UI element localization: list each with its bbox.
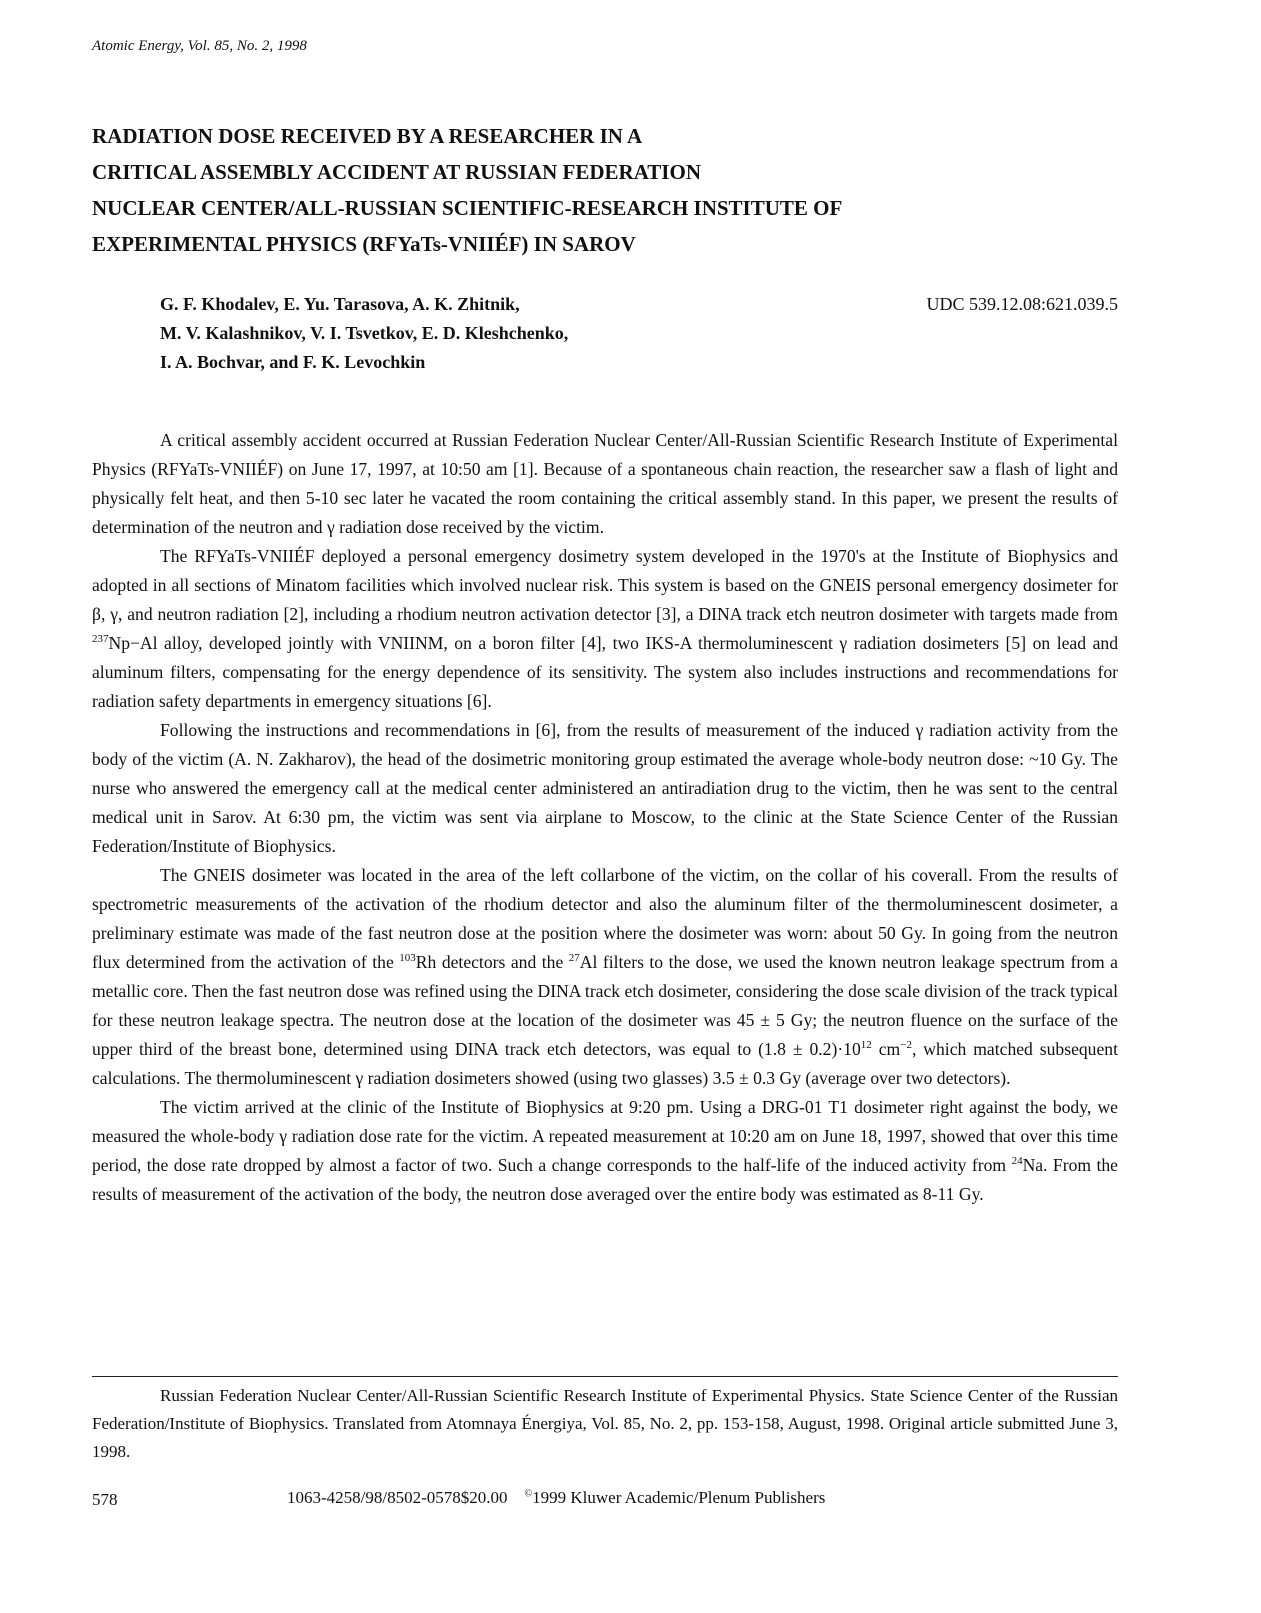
- author-line: G. F. Khodalev, E. Yu. Tarasova, A. K. Zhitnik,: [160, 294, 520, 314]
- text-run: The GNEIS dosimeter was located in the area of the left collarbone of the victim, on the collar of his coverall. From the results of spectrometric measurements of the activation of the rhodium detector and also the aluminum filter of the thermoluminescent dosimeter, a preliminary estimate was made of the fast neutron dose at the position where the dosimeter was worn: about 50 Gy. In going from the neutron flux determined from the activation of the: [92, 865, 1118, 972]
- running-head: Atomic Energy, Vol. 85, No. 2, 1998: [92, 38, 307, 54]
- superscript: 237: [92, 633, 109, 646]
- text-run: Na. From the results of measurement of the activation of the body, the neutron dose averaged over the entire body was estimated as 8-11 Gy.: [92, 1155, 1118, 1204]
- text-run: Np−Al alloy, developed jointly with VNIINM, on a boron filter [4], two IKS-A thermoluminescent γ radiation dosimeters [5] on lead and aluminum filters, compensating for the energy dependence of its sensitivity. The system also includes instructions and recommendations for radiation safety departments in emergency situations [6].: [92, 633, 1118, 711]
- copyright-symbol: ©: [524, 1488, 533, 1500]
- title-line: NUCLEAR CENTER/ALL-RUSSIAN SCIENTIFIC-RESEARCH INSTITUTE OF: [92, 196, 843, 220]
- text-run: cm: [871, 1039, 901, 1059]
- paragraph-5: [92, 1093, 1118, 1209]
- paragraph-3: Following the instructions and recommendations in [6], from the results of measurement of the induced γ radiation activity from the body of the victim (A. N. Zakharov), the head of the dosimetric monitoring group estimated the average whole-body neutron dose: ~10 Gy. The nurse who answered the emergency call at the medical center administered an antiradiation drug to the victim, then he was sent to the central medical unit in Sarov. At 6:30 pm, the victim was sent via airplane to Moscow, to the clinic at the State Science Center of the Russian Federation/Institute of Biophysics.: [92, 720, 1118, 856]
- udc-code: UDC 539.12.08:621.039.5: [926, 294, 1118, 314]
- footnote: [92, 1382, 1118, 1466]
- author-list: [160, 290, 568, 377]
- price-code: 1063-4258/98/8502-0578$20.00: [287, 1488, 508, 1507]
- text-run: , which matched subsequent calculations. The thermoluminescent γ radiation dosimeters showed (using two glasses) 3.5 ± 0.3 Gy (average over two detectors).: [92, 1039, 1118, 1088]
- author-line: M. V. Kalashnikov, V. I. Tsvetkov, E. D. Kleshchenko,: [160, 323, 569, 343]
- footnote-text: Russian Federation Nuclear Center/All-Russian Scientific Research Institute of Experimental Physics. State Science Center of the Russian Federation/Institute of Biophysics. Translated from Atomnaya Énergiya, Vol. 85, No. 2, pp. 153-158, August, 1998. Original article submitted June 3, 1998.: [92, 1386, 1118, 1461]
- title-line: EXPERIMENTAL PHYSICS (RFYaTs-VNIIÉF) IN SAROV: [92, 232, 636, 256]
- text-run: Al filters to the dose, we used the known neutron leakage spectrum from a metallic core. Then the fast neutron dose was refined using the DINA track etch dosimeter, considering the dose scale division of the track typical for these neutron leakage spectra. The neutron dose at the location of the dosimeter was 45 ± 5 Gy; the neutron fluence on the surface of the upper third of the breast bone, determined using DINA track etch detectors, was equal to (1.8 ± 0.2)·10: [92, 952, 1118, 1059]
- superscript: 27: [568, 952, 580, 965]
- title-line: RADIATION DOSE RECEIVED BY A RESEARCHER IN A: [92, 124, 643, 148]
- copyright-line: [287, 1488, 825, 1508]
- copyright-text: 1999 Kluwer Academic/Plenum Publishers: [532, 1488, 826, 1507]
- title-line: CRITICAL ASSEMBLY ACCIDENT AT RUSSIAN FEDERATION: [92, 160, 701, 184]
- superscript: −2: [900, 1039, 912, 1052]
- footnote-divider: [92, 1376, 1118, 1377]
- article-title: [92, 118, 1142, 262]
- text-run: The victim arrived at the clinic of the Institute of Biophysics at 9:20 pm. Using a DRG-01 T1 dosimeter right against the body, we measured the whole-body γ radiation dose rate for the victim. A repeated measurement at 10:20 am on June 18, 1997, showed that over this time period, the dose rate dropped by almost a factor of two. Such a change corresponds to the half-life of the induced activity from: [92, 1097, 1118, 1175]
- paragraph-2: [92, 542, 1118, 716]
- author-line: I. A. Bochvar, and F. K. Levochkin: [160, 352, 426, 372]
- text-run: Rh detectors and the: [415, 952, 569, 972]
- paragraph-4: [92, 861, 1118, 1093]
- superscript: 24: [1011, 1155, 1023, 1168]
- page-number: 578: [92, 1490, 118, 1509]
- superscript: 103: [399, 952, 416, 965]
- superscript: 12: [860, 1039, 872, 1052]
- paragraph-1: A critical assembly accident occurred at Russian Federation Nuclear Center/All-Russian Scientific Research Institute of Experimental Physics (RFYaTs-VNIIÉF) on June 17, 1997, at 10:50 am [1]. Because of a spontaneous chain reaction, the researcher saw a flash of light and physically felt heat, and then 5-10 sec later he vacated the room containing the critical assembly stand. In this paper, we present the results of determination of the neutron and γ radiation dose received by the victim.: [92, 430, 1118, 537]
- text-run: The RFYaTs-VNIIÉF deployed a personal emergency dosimetry system developed in the 1970's at the Institute of Biophysics and adopted in all sections of Minatom facilities which involved nuclear risk. This system is based on the GNEIS personal emergency dosimeter for β, γ, and neutron radiation [2], including a rhodium neutron activation detector [3], a DINA track etch neutron dosimeter with targets made from: [92, 546, 1118, 624]
- article-body: [92, 426, 1118, 1209]
